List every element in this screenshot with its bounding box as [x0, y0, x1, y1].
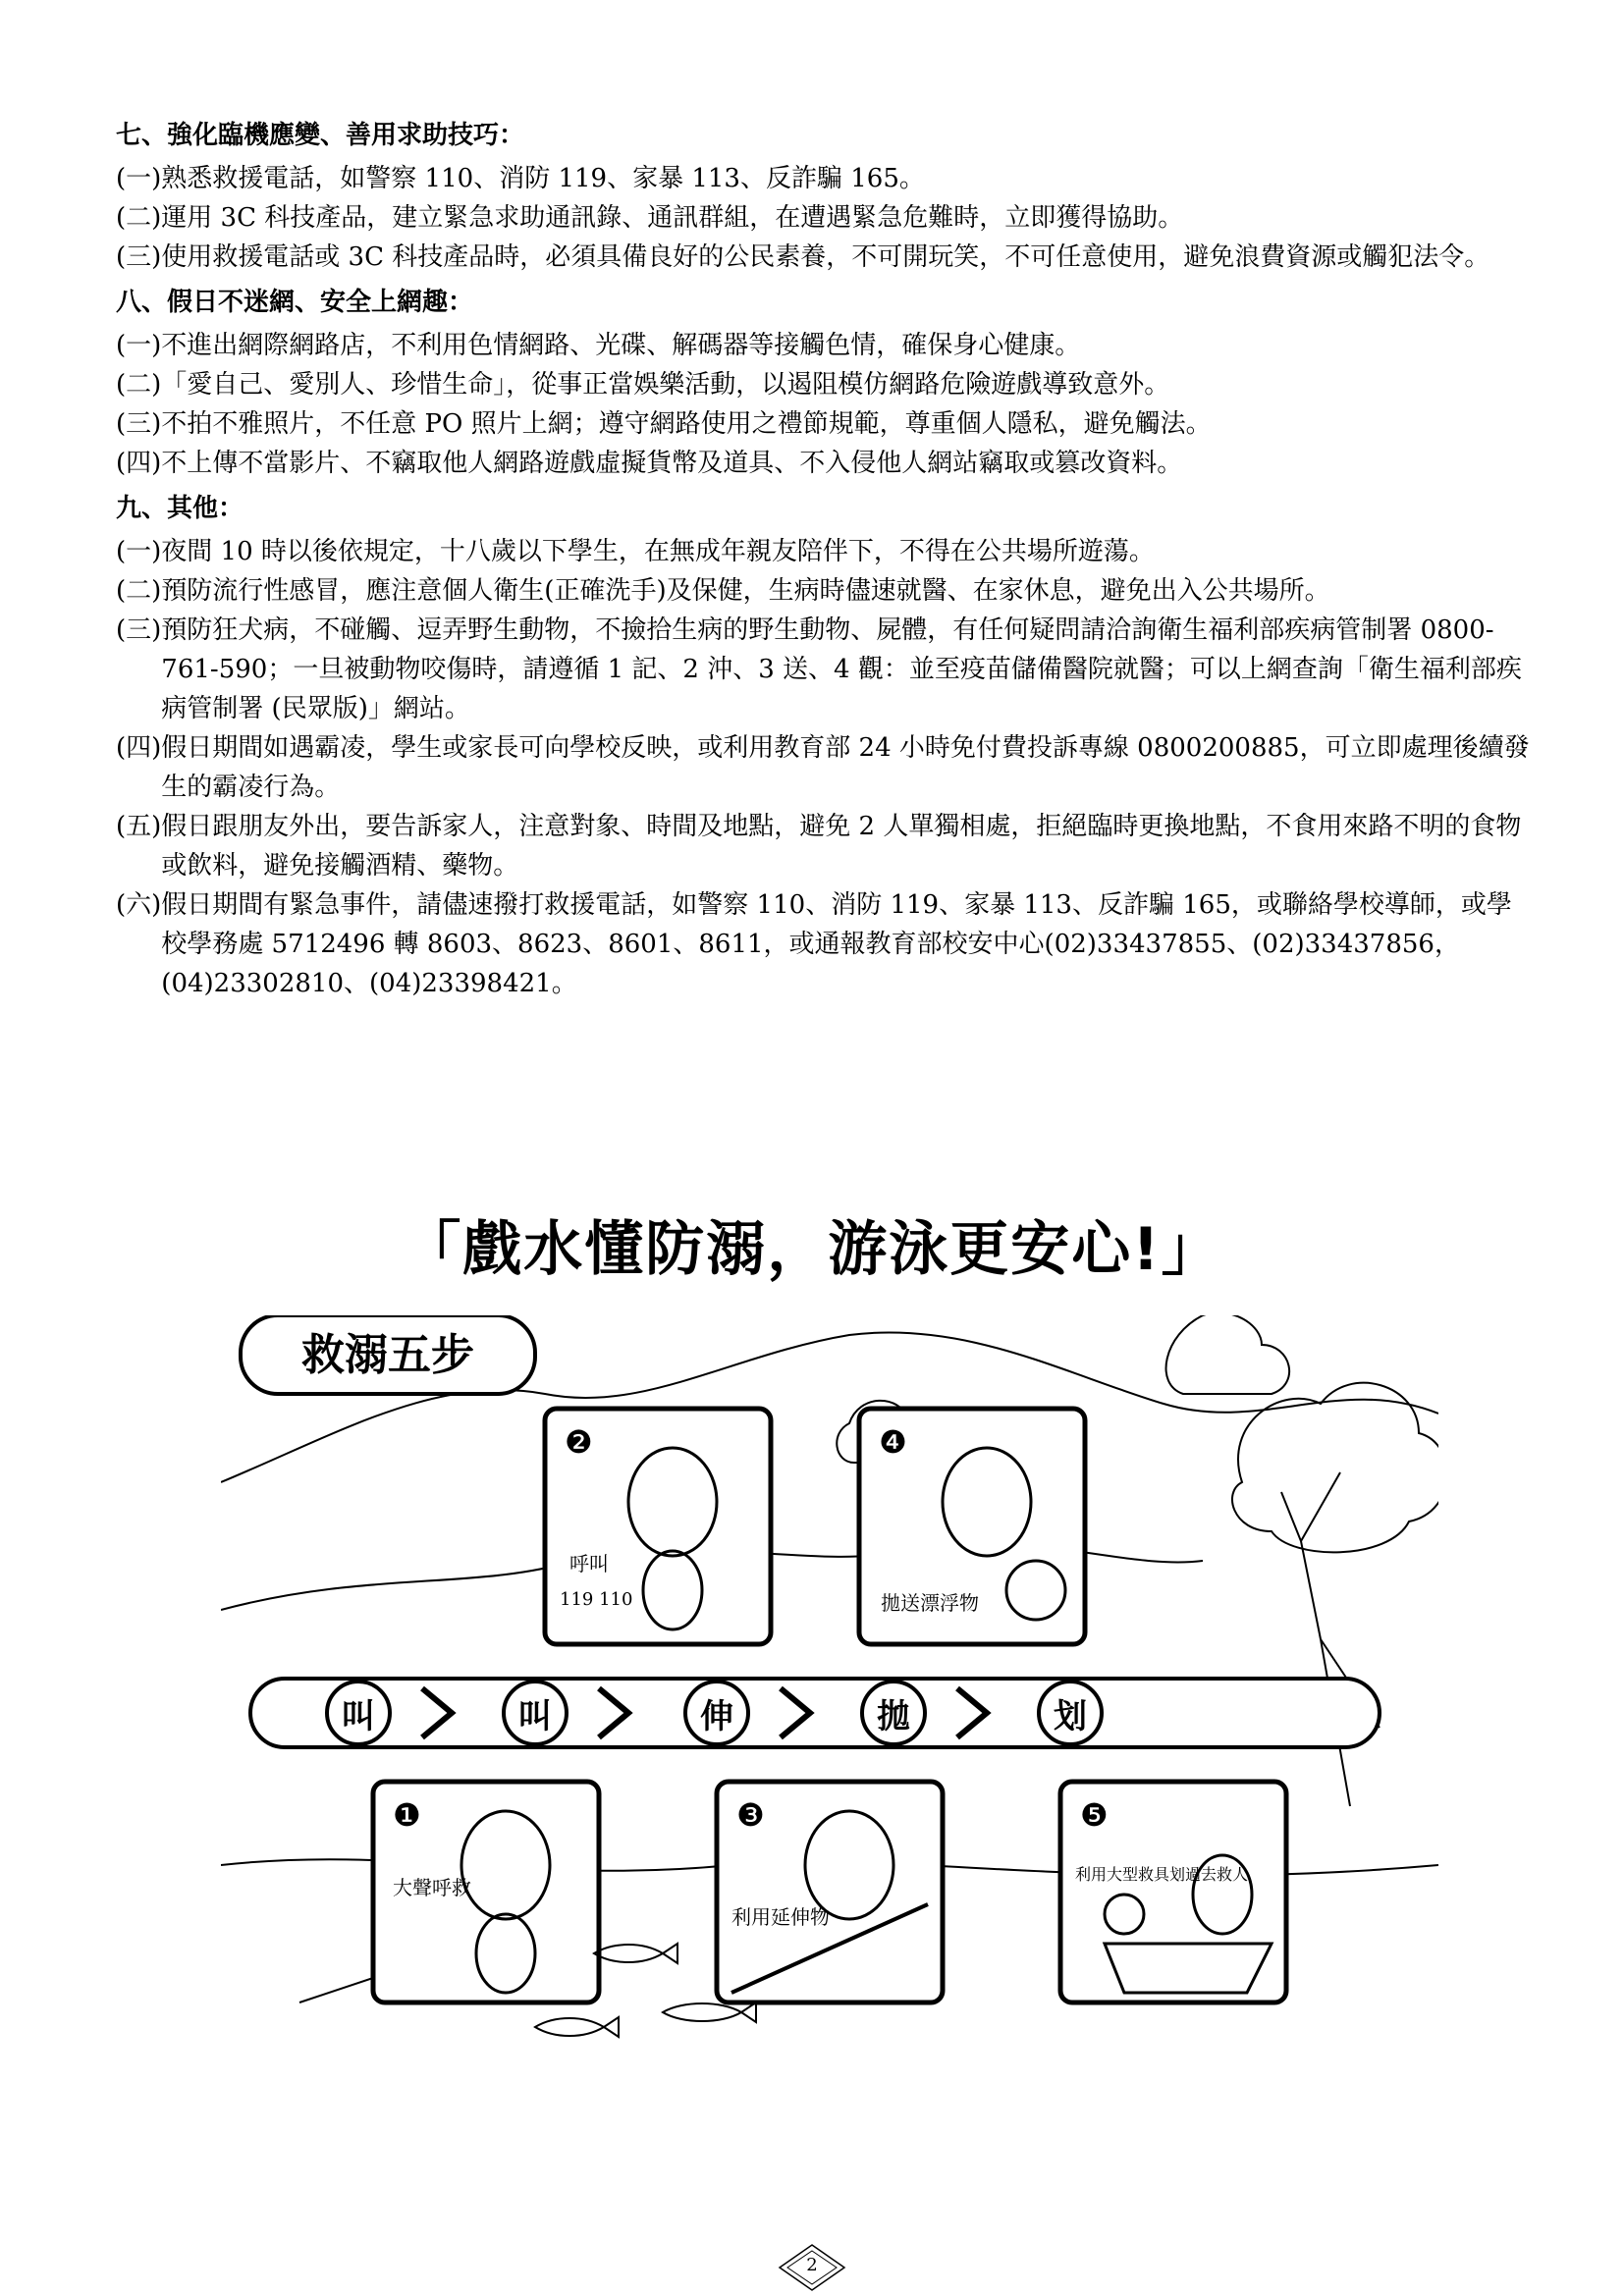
item-text: 不拍不雅照片，不任意 PO 照片上網；遵守網路使用之禮節規範，尊重個人隱私，避免觸法。: [161, 409, 1212, 439]
item-number: (四): [116, 733, 162, 763]
panel-step-1: [373, 1782, 599, 2002]
item-number: (三): [116, 615, 162, 645]
list-item: [116, 365, 1530, 404]
list-item: [116, 198, 1530, 238]
step-item: [327, 1682, 390, 1744]
step-label: 拋: [877, 1697, 910, 1736]
section-eight: [116, 283, 1530, 483]
step-item: [685, 1682, 748, 1744]
cloud: [1166, 1315, 1290, 1394]
title-badge: [241, 1315, 535, 1394]
tree-trunk: [1281, 1472, 1380, 1806]
list-item: [116, 238, 1530, 277]
panel-caption: 拋送漂浮物: [881, 1591, 979, 1615]
step-label: 划: [1054, 1697, 1087, 1736]
item-number: (一): [116, 537, 162, 566]
item-number: (二): [116, 370, 162, 400]
item-number: (三): [116, 409, 162, 439]
list-item: [116, 326, 1530, 365]
item-text: 使用救援電話或 3C 科技產品時，必須具備良好的公民素養，不可開玩笑，不可任意使用，避免浪費資源或觸犯法令。: [161, 242, 1490, 272]
item-number: (六): [116, 890, 162, 920]
headline: 「戲水懂防溺，游泳更安心!」: [402, 1215, 1222, 1284]
item-number: (二): [116, 203, 162, 233]
item-text: 預防狂犬病，不碰觸、逗弄野生動物，不撿拾生病的野生動物、屍體，有任何疑問請洽詢衛生福利部疾病管制署 0800-761-590；一旦被動物咬傷時，請遵循 1 記、2 沖、3 送、4 觀：並至疫苗儲備醫院就醫；可以上網查詢「衛生福利部疾病管制署 (民眾版)」網站。: [161, 615, 1522, 723]
list-item: [116, 159, 1530, 198]
list-item: [116, 444, 1530, 483]
panel-number: ❺: [1080, 1796, 1109, 1834]
item-text: 熟悉救援電話，如警察 110、消防 119、家暴 113、反詐騙 165。: [161, 164, 925, 193]
panel-caption: 呼叫: [569, 1552, 609, 1575]
section-title: 九、其他：: [116, 494, 244, 523]
item-text: 運用 3C 科技產品，建立緊急求助通訊錄、通訊群組，在遭遇緊急危難時，立即獲得協助。: [161, 203, 1184, 233]
rescue-steps-illustration: [221, 1315, 1438, 2081]
step-label: 叫: [342, 1697, 375, 1736]
item-text: 不進出網際網路店，不利用色情網路、光碟、解碼器等接觸色情，確保身心健康。: [161, 331, 1081, 360]
list-item: [116, 404, 1530, 444]
page-number: 2: [806, 2255, 818, 2275]
panel-caption: 利用大型救具划過去救人: [1075, 1865, 1249, 1884]
list-item: [116, 571, 1530, 611]
item-text: 夜間 10 時以後依規定，十八歲以下學生，在無成年親友陪伴下，不得在公共場所遊蕩。: [161, 537, 1155, 566]
panel-extra: 119 110: [560, 1589, 633, 1610]
item-number: (一): [116, 164, 162, 193]
panel-step-5: [1060, 1782, 1286, 2002]
steps-bar: [250, 1679, 1380, 1747]
item-number: (三): [116, 242, 162, 272]
item-text: 「愛自己、愛別人、珍惜生命」，從事正當娛樂活動，以遏阻模仿網路危險遊戲導致意外。: [161, 370, 1170, 400]
step-item: [862, 1682, 925, 1744]
item-text: 假日期間如遇霸凌，學生或家長可向學校反映，或利用教育部 24 小時免付費投訴專線 0800200885，可立即處理後續發生的霸凌行為。: [161, 733, 1530, 802]
step-label: 叫: [518, 1697, 552, 1736]
section-nine: [116, 489, 1530, 1003]
panel-number: ❸: [736, 1796, 765, 1834]
panel-caption: 大聲呼救: [393, 1876, 471, 1899]
item-number: (五): [116, 812, 162, 841]
item-number: (四): [116, 449, 162, 478]
step-label: 伸: [700, 1697, 733, 1736]
panel-step-3: [717, 1782, 943, 2002]
item-text: 假日跟朋友外出，要告訴家人，注意對象、時間及地點，避免 2 人單獨相處，拒絕臨時更換地點，不食用來路不明的食物或飲料，避免接觸酒精、藥物。: [161, 812, 1522, 881]
list-item: [116, 807, 1530, 885]
panel-step-4: [859, 1409, 1085, 1644]
step-item: [1039, 1682, 1102, 1744]
list-item: [116, 885, 1530, 1003]
page-footer: [778, 2243, 846, 2292]
badge-label: 救溺五步: [301, 1330, 474, 1380]
panel-number: ❹: [879, 1423, 907, 1461]
item-text: 預防流行性感冒，應注意個人衛生(正確洗手)及保健，生病時儘速就醫、在家休息，避免出入公共場所。: [161, 576, 1330, 606]
list-item: [116, 532, 1530, 571]
section-seven: [116, 116, 1530, 277]
list-item: [116, 611, 1530, 728]
panel-number: ❷: [565, 1423, 593, 1461]
item-text: 假日期間有緊急事件，請儘速撥打救援電話，如警察 110、消防 119、家暴 113、反詐騙 165，或聯絡學校導師，或學校學務處 5712496 轉 8603、8623、8601、8611，或通報教育部校安中心(02)33437855、(02)33437856，(04)23302810、(04)23398421。: [161, 890, 1512, 998]
item-number: (一): [116, 331, 162, 360]
item-number: (二): [116, 576, 162, 606]
panel-caption: 利用延伸物: [731, 1905, 830, 1929]
text-area: [116, 110, 1530, 1003]
step-item: [504, 1682, 567, 1744]
list-item: [116, 728, 1530, 807]
section-title: 七、強化臨機應變、善用求助技巧：: [116, 121, 525, 150]
item-text: 不上傳不當影片、不竊取他人網路遊戲虛擬貨幣及道具、不入侵他人網站竊取或篡改資料。: [161, 449, 1183, 478]
tree-foliage: [1232, 1383, 1438, 1553]
section-title: 八、假日不迷網、安全上網趣：: [116, 288, 474, 317]
panel-step-2: [545, 1409, 771, 1644]
panel-number: ❶: [393, 1796, 421, 1834]
